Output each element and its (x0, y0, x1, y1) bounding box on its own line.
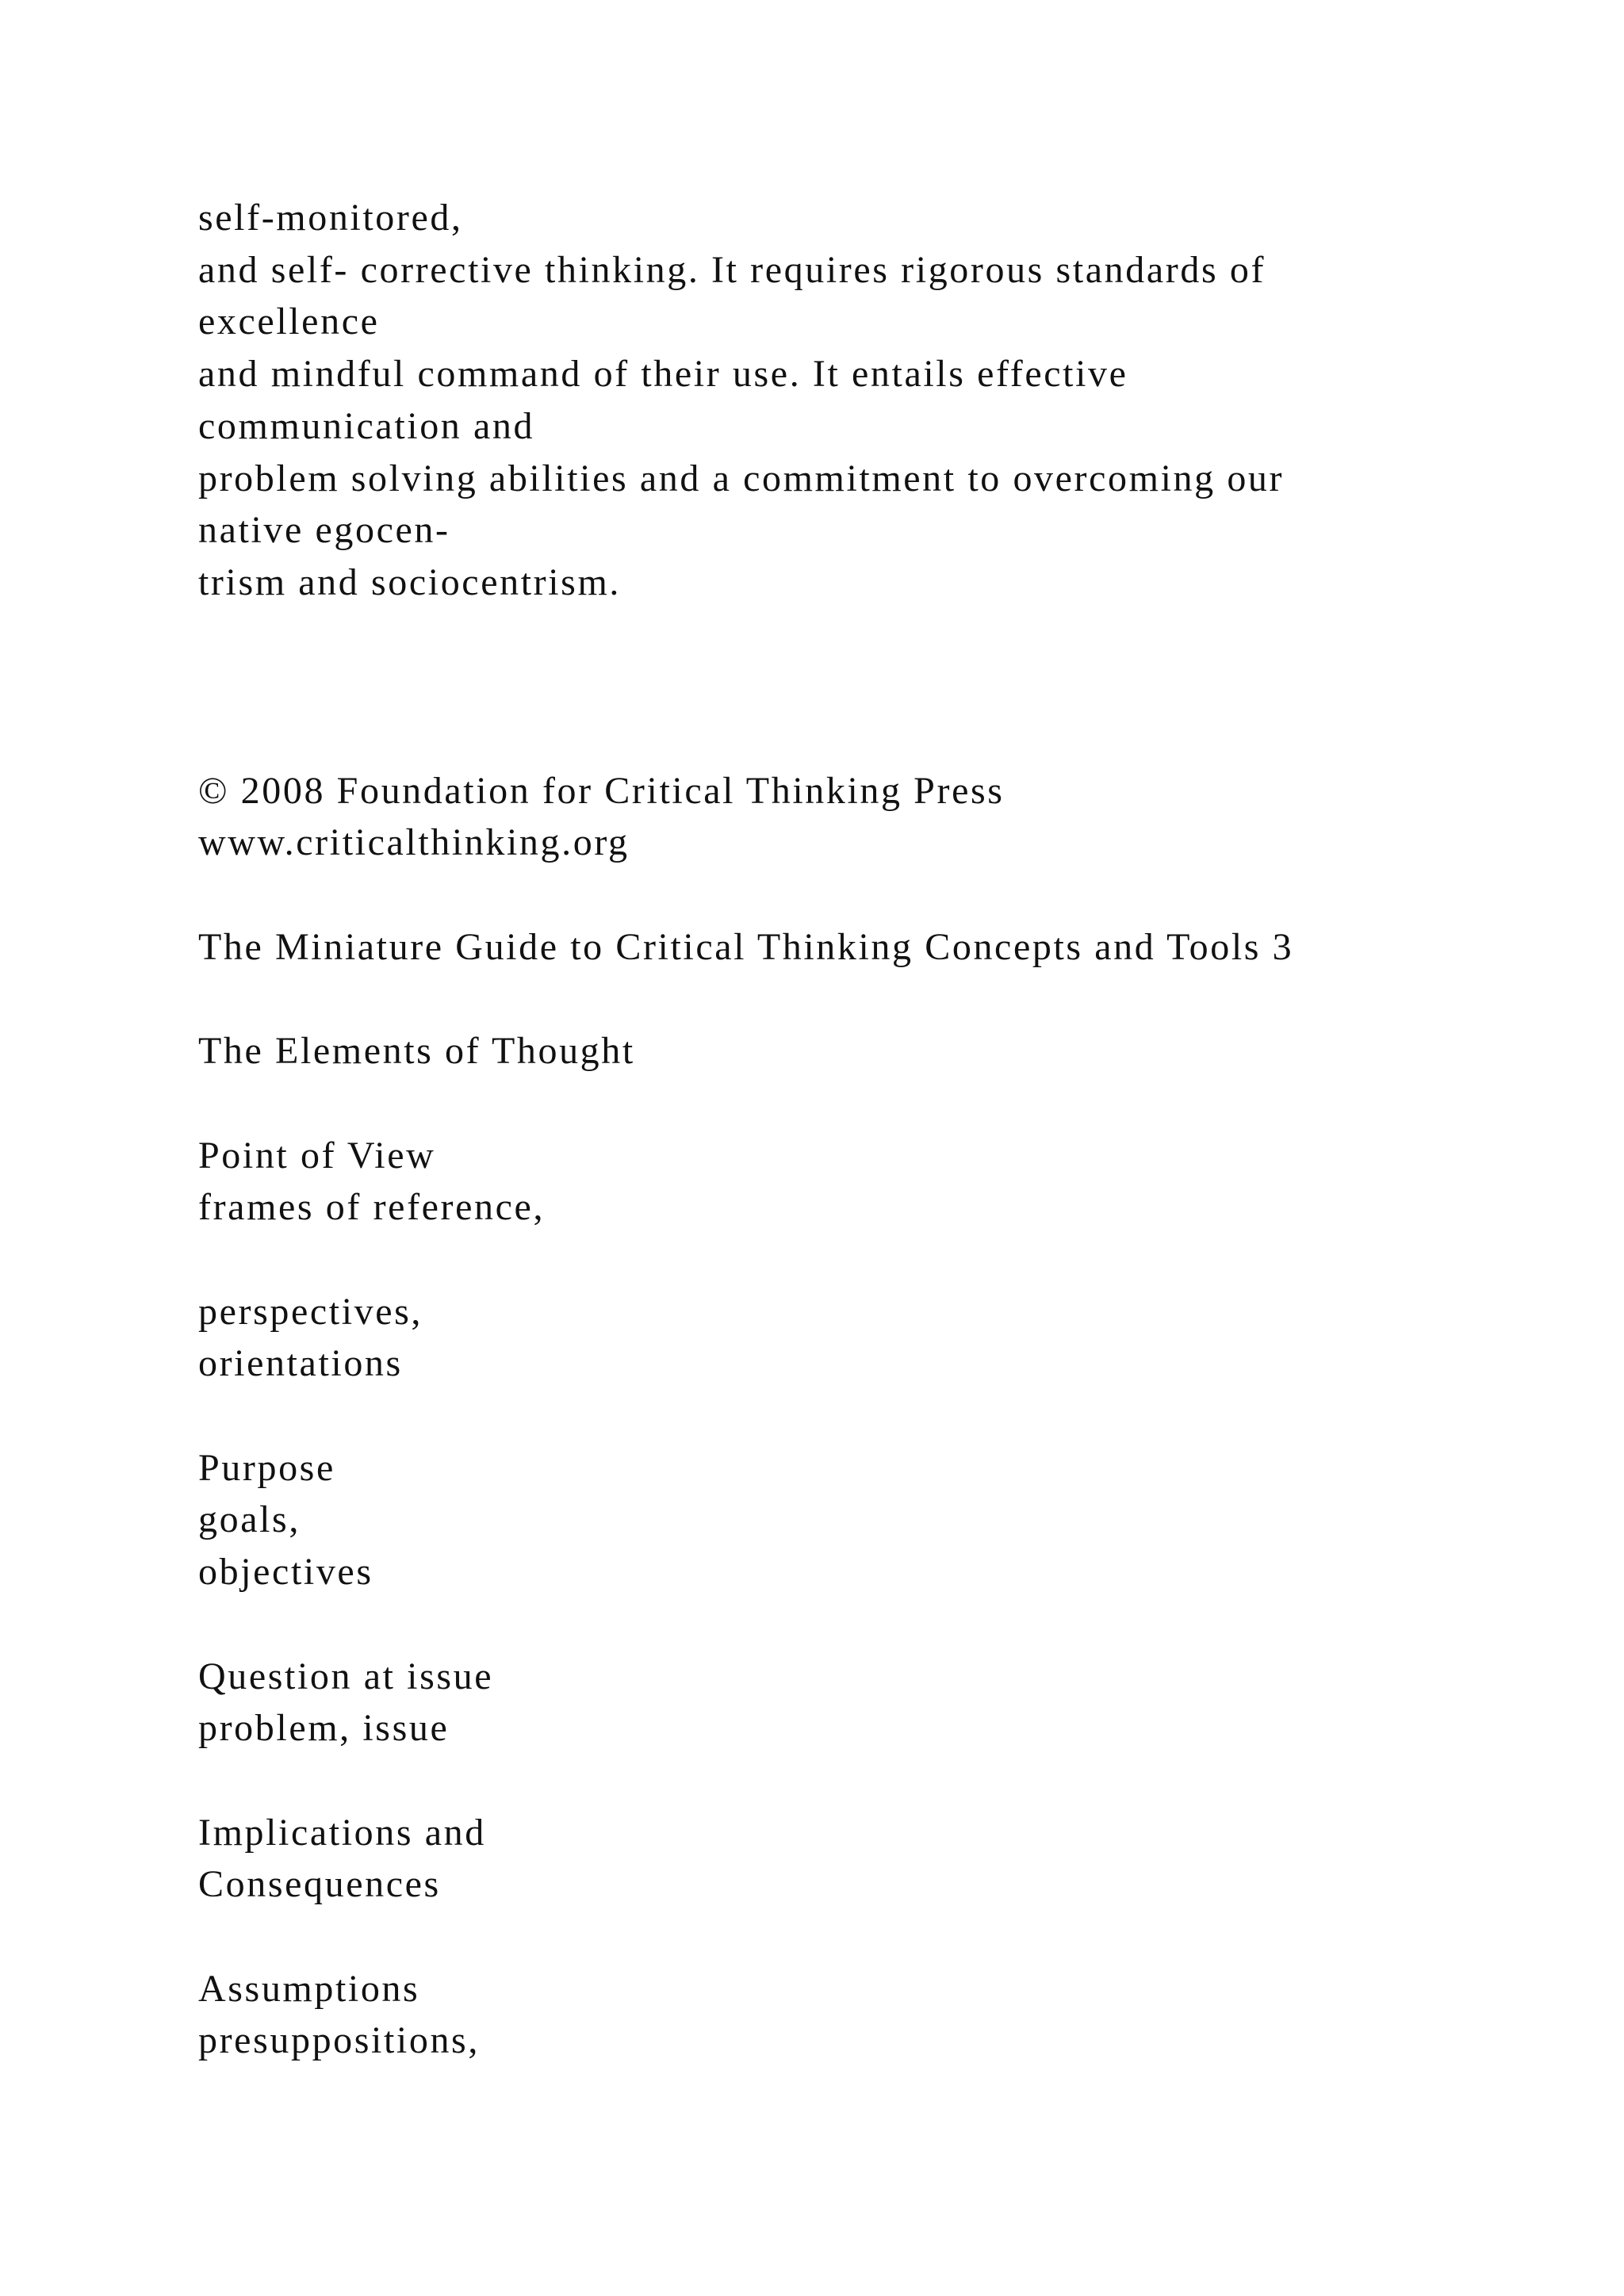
element-detail: presuppositions, (198, 2019, 480, 2062)
paragraph-line: and mindful command of their use. It entails effective (198, 353, 1128, 396)
element-point-of-view (198, 1130, 1546, 1391)
element-heading: Implications and (198, 1811, 486, 1854)
paragraph-line: problem solving abilities and a commitment to overcoming our (198, 457, 1285, 499)
paragraph-line: communication and (198, 404, 535, 447)
element-detail: goals, (198, 1498, 301, 1541)
element-assumptions (198, 1963, 1546, 2067)
element-purpose (198, 1442, 1546, 1598)
paragraph-line: self-monitored, (198, 197, 463, 239)
running-header: The Miniature Guide to Critical Thinking Concepts and Tools 3 (198, 925, 1294, 968)
element-detail: orientations (198, 1342, 403, 1385)
element-detail: frames of reference, (198, 1186, 546, 1229)
paragraph-line: excellence (198, 300, 380, 343)
element-detail: perspectives, (198, 1290, 423, 1333)
paragraph-line: and self- corrective thinking. It requires rigorous standards of (198, 248, 1266, 291)
element-detail: problem, issue (198, 1707, 450, 1750)
element-detail: Consequences (198, 1863, 441, 1906)
copyright-notice: © 2008 Foundation for Critical Thinking Press (198, 769, 1005, 812)
document-text (198, 192, 1546, 2067)
paragraph-line: native egocen- (198, 509, 450, 552)
element-heading: Question at issue (198, 1655, 494, 1697)
element-heading: Purpose (198, 1446, 335, 1489)
element-detail: objectives (198, 1551, 373, 1594)
section-title: The Elements of Thought (198, 1030, 635, 1073)
element-heading: Point of View (198, 1134, 436, 1177)
copyright-block (198, 765, 1546, 869)
intro-paragraph (198, 192, 1546, 609)
paragraph-line: trism and sociocentrism. (198, 561, 621, 603)
element-question (198, 1651, 1546, 1755)
element-heading: Assumptions (198, 1967, 420, 2010)
element-implications (198, 1807, 1546, 1911)
website-link[interactable]: www.criticalthinking.org (198, 821, 630, 864)
